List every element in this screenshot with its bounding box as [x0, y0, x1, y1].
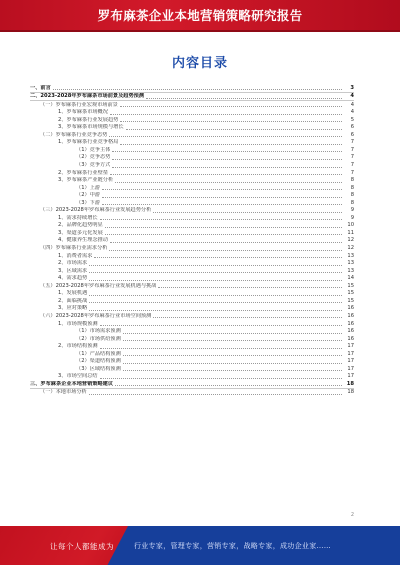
toc-dot-leader	[89, 265, 342, 266]
toc-entry-page: 15	[347, 297, 354, 304]
toc-entry-label: （2）中游	[76, 192, 101, 199]
toc-entry[interactable]	[30, 222, 354, 230]
toc-dot-leader	[110, 174, 342, 175]
toc-entry[interactable]	[30, 109, 354, 117]
toc-entry-page: 13	[347, 267, 354, 274]
toc-dot-leader	[94, 257, 342, 258]
toc-entry-page: 8	[350, 192, 354, 199]
toc-entry-page: 7	[350, 146, 354, 153]
toc-entry[interactable]	[30, 169, 354, 177]
toc-entry-label: 3、应对策略	[58, 305, 88, 312]
toc-entry-label: （一）罗布麻茶行业宏观市场前景	[40, 101, 118, 108]
toc-entry[interactable]	[30, 116, 354, 124]
toc-entry[interactable]	[30, 124, 354, 132]
toc-entry[interactable]	[30, 320, 354, 328]
toc-entry[interactable]	[30, 380, 354, 389]
toc-entry-page: 16	[347, 335, 354, 342]
toc-entry[interactable]	[30, 297, 354, 305]
toc-entry[interactable]	[30, 84, 354, 93]
toc-entry[interactable]	[30, 237, 354, 245]
toc-entry-label: （3）下游	[76, 199, 101, 206]
toc-entry[interactable]	[30, 101, 354, 109]
toc-dot-leader	[105, 227, 342, 228]
toc-entry-label: 2、品牌化趋势明显	[58, 222, 103, 229]
toc-entry[interactable]	[30, 350, 354, 358]
toc-entry-page: 12	[347, 245, 354, 252]
toc-entry-page: 7	[350, 139, 354, 146]
toc-entry-label: 二、2023-2028年罗布麻茶市场前景及趋势预测	[30, 93, 145, 100]
toc-entry-page: 10	[347, 222, 354, 229]
report-title: 罗布麻茶企业本地营销策略研究报告	[97, 8, 303, 23]
toc-entry-label: （四）罗布麻茶行业需求分析	[40, 245, 108, 252]
toc-entry-page: 17	[347, 343, 354, 350]
toc-entry-page: 9	[350, 207, 354, 214]
toc-dot-leader	[146, 98, 342, 99]
toc-entry-label: （六）2023-2028年罗布麻茶行业市场空间预测	[40, 312, 152, 319]
toc-entry-page: 15	[347, 290, 354, 297]
toc-dot-leader	[120, 121, 342, 122]
toc-dot-leader	[89, 295, 342, 296]
toc-entry-page: 7	[350, 162, 354, 169]
toc-entry-page: 16	[347, 305, 354, 312]
toc-dot-leader	[123, 333, 342, 334]
toc-entry-label: 1、罗布麻茶行业竞争格局	[58, 139, 119, 146]
header-divider	[0, 30, 400, 32]
toc-dot-leader	[123, 370, 342, 371]
toc-entry-label: （一）本地市场分析	[40, 389, 87, 396]
toc-dot-leader	[102, 197, 342, 198]
toc-entry-page: 16	[347, 320, 354, 327]
toc-dot-leader	[115, 385, 342, 386]
toc-entry-label: （二）罗布麻茶行业竞争态势	[40, 131, 108, 138]
toc-entry[interactable]	[30, 282, 354, 290]
page-number: 2	[350, 512, 354, 518]
toc-dot-leader	[109, 250, 342, 251]
toc-entry[interactable]	[30, 260, 354, 268]
toc-entry-label: （三）2023-2028年罗布麻茶行业发展趋势分析	[40, 207, 152, 214]
toc-entry[interactable]	[30, 184, 354, 192]
table-of-contents	[30, 84, 354, 512]
toc-dot-leader	[102, 189, 342, 190]
toc-entry[interactable]	[30, 177, 354, 185]
toc-dot-leader	[123, 355, 342, 356]
toc-entry-page: 5	[350, 116, 354, 123]
toc-dot-leader	[102, 204, 342, 205]
toc-entry[interactable]	[30, 389, 354, 397]
toc-entry-label: （1）竞争主体	[76, 146, 111, 153]
toc-dot-leader	[89, 280, 342, 281]
toc-entry[interactable]	[30, 244, 354, 252]
toc-entry-label: 2、市场结构预测	[58, 343, 98, 350]
toc-entry-label: （2）渠道结构预测	[76, 358, 121, 365]
toc-entry-label: 一、前言	[30, 84, 51, 91]
toc-entry-label: 2、罗布麻茶行业发展趋势	[58, 116, 119, 123]
toc-dot-leader	[100, 348, 342, 349]
toc-entry[interactable]	[30, 154, 354, 162]
toc-entry-page: 17	[347, 350, 354, 357]
toc-entry[interactable]	[30, 214, 354, 222]
toc-entry-page: 13	[347, 260, 354, 267]
toc-dot-leader	[126, 129, 342, 130]
toc-dot-leader	[112, 167, 342, 168]
toc-dot-leader	[100, 378, 342, 379]
toc-entry-label: 1、需求持续增长	[58, 214, 98, 221]
toc-entry[interactable]	[30, 358, 354, 366]
toc-entry-page: 11	[347, 229, 354, 236]
toc-entry-page: 17	[347, 373, 354, 380]
toc-dot-leader	[105, 234, 342, 235]
toc-entry[interactable]	[30, 335, 354, 343]
toc-entry-page: 4	[350, 109, 354, 116]
toc-entry-page: 4	[350, 101, 354, 108]
toc-entry-label: （1）上游	[76, 184, 101, 191]
toc-entry[interactable]	[30, 146, 354, 154]
toc-entry[interactable]	[30, 343, 354, 351]
toc-entry[interactable]	[30, 328, 354, 336]
toc-dot-leader	[89, 272, 342, 273]
toc-dot-leader	[158, 287, 342, 288]
toc-dot-leader	[100, 325, 342, 326]
toc-entry[interactable]	[30, 192, 354, 200]
toc-entry[interactable]	[30, 373, 354, 381]
toc-dot-leader	[109, 136, 342, 137]
toc-entry-label: 2、罗布麻茶行业壁垒	[58, 169, 108, 176]
toc-entry-label: （1）市场需求预测	[76, 328, 121, 335]
toc-entry-page: 8	[350, 199, 354, 206]
toc-entry-label: 1、市场规模预测	[58, 320, 98, 327]
toc-dot-leader	[123, 363, 342, 364]
toc-entry-page: 3	[350, 84, 354, 91]
toc-entry-label: 2、市场需求	[58, 260, 88, 267]
toc-entry-label: 3、罗布麻茶产业链分析	[58, 177, 114, 184]
toc-entry-label: 3、渠道多元化发展	[58, 229, 103, 236]
toc-entry-label: （3）竞争方式	[76, 162, 111, 169]
toc-dot-leader	[120, 144, 342, 145]
toc-heading: 内容目录	[171, 56, 228, 71]
toc-dot-leader	[153, 317, 342, 318]
toc-entry-label: 1、发展机遇	[58, 290, 88, 297]
toc-entry-page: 15	[347, 282, 354, 289]
toc-dot-leader	[89, 394, 342, 395]
toc-entry-label: （2）竞争态势	[76, 154, 111, 161]
toc-entry-page: 6	[350, 124, 354, 131]
toc-entry-page: 12	[347, 237, 354, 244]
toc-entry[interactable]	[30, 131, 354, 139]
toc-entry[interactable]	[30, 199, 354, 207]
toc-entry[interactable]	[30, 207, 354, 215]
toc-dot-leader	[112, 159, 342, 160]
footer-slogan: 让每个人都能成为	[50, 542, 114, 551]
toc-entry-label: 4、需求趋势	[58, 275, 88, 282]
toc-entry-page: 16	[347, 328, 354, 335]
toc-entry-label: 3、市场空间总结	[58, 373, 98, 380]
toc-entry-page: 8	[350, 184, 354, 191]
toc-entry-page: 8	[350, 177, 354, 184]
toc-entry-label: 三、罗布麻茶企业本地营销策略建议	[30, 380, 114, 387]
toc-entry[interactable]	[30, 275, 354, 283]
toc-entry-label: （五）2023-2028年罗布麻茶行业发展机遇与挑战	[40, 282, 157, 289]
toc-entry-label: （2）市场供给预测	[76, 335, 121, 342]
toc-entry[interactable]	[30, 93, 354, 102]
toc-dot-leader	[153, 212, 342, 213]
toc-entry[interactable]	[30, 252, 354, 260]
footer-roles: 行业专家，管理专家，营销专家，战略专家，成功企业家……	[134, 542, 332, 550]
toc-entry[interactable]	[30, 267, 354, 275]
toc-entry-label: （1）产品结构预测	[76, 350, 121, 357]
toc-entry-page: 17	[347, 358, 354, 365]
toc-dot-leader	[110, 114, 342, 115]
toc-entry[interactable]	[30, 365, 354, 373]
toc-entry-page: 7	[350, 169, 354, 176]
toc-entry-label: 3、罗布麻茶市场规模与增长	[58, 124, 124, 131]
toc-entry-page: 9	[350, 214, 354, 221]
toc-dot-leader	[100, 219, 342, 220]
toc-dot-leader	[123, 340, 342, 341]
document-header	[0, 0, 400, 30]
toc-entry-page: 18	[346, 380, 354, 387]
toc-entry-label: 2、面临挑战	[58, 297, 88, 304]
toc-entry-page: 7	[350, 154, 354, 161]
toc-entry-label: （3）区域结构预测	[76, 365, 121, 372]
toc-dot-leader	[115, 182, 342, 183]
toc-entry-page: 4	[350, 93, 354, 100]
toc-entry[interactable]	[30, 139, 354, 147]
toc-dot-leader	[110, 242, 342, 243]
toc-dot-leader	[89, 310, 342, 311]
toc-dot-leader	[112, 151, 342, 152]
toc-entry-page: 14	[347, 275, 354, 282]
toc-entry[interactable]	[30, 312, 354, 320]
toc-dot-leader	[53, 89, 342, 90]
toc-entry-page: 16	[347, 312, 354, 319]
toc-entry[interactable]	[30, 305, 354, 313]
toc-entry-label: 3、区域需求	[58, 267, 88, 274]
toc-entry-page: 17	[347, 365, 354, 372]
toc-entry-label: 1、消费者需求	[58, 252, 93, 259]
toc-entry-label: 1、罗布麻茶市场概况	[58, 109, 108, 116]
toc-entry[interactable]	[30, 229, 354, 237]
toc-entry-page: 13	[347, 252, 354, 259]
toc-entry-page: 18	[347, 389, 354, 396]
toc-dot-leader	[89, 302, 342, 303]
toc-entry-page: 6	[350, 131, 354, 138]
toc-dot-leader	[120, 106, 342, 107]
toc-entry[interactable]	[30, 290, 354, 298]
toc-entry-label: 4、健康养生理念推动	[58, 237, 108, 244]
toc-entry[interactable]	[30, 161, 354, 169]
